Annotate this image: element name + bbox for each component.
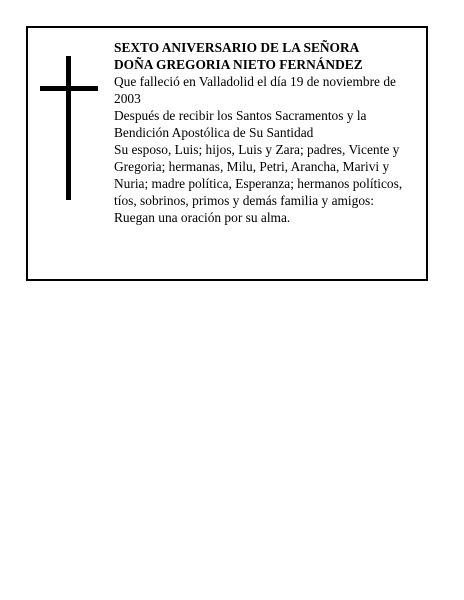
cross-horizontal-bar [40, 86, 98, 91]
notice-text [114, 39, 414, 226]
sacraments-text: Después de recibir los Santos Sacramentos y la Bendición Apostólica de Su Santidad [114, 108, 367, 140]
notice-title-line-2: DOÑA GREGORIA NIETO FERNÁNDEZ [114, 57, 363, 72]
latin-cross-icon [40, 56, 98, 200]
obituary-notice [26, 26, 428, 281]
family-list: Su esposo, Luis; hijos, Luis y Zara; padres, Vicente y Gregoria; hermanas, Milu, Petri, Arancha, Marivi y Nuria; madre política, Esperanza; hermanos políticos, tíos, sobrinos, primos y demás familia y amigos: [114, 142, 403, 208]
notice-title-line-1: SEXTO ANIVERSARIO DE LA SEÑORA [114, 40, 360, 55]
prayer-request: Ruegan una oración por su alma. [114, 210, 291, 225]
death-info: Que falleció en Valladolid el día 19 de noviembre de 2003 [114, 74, 396, 106]
cross-vertical-bar [66, 56, 71, 200]
